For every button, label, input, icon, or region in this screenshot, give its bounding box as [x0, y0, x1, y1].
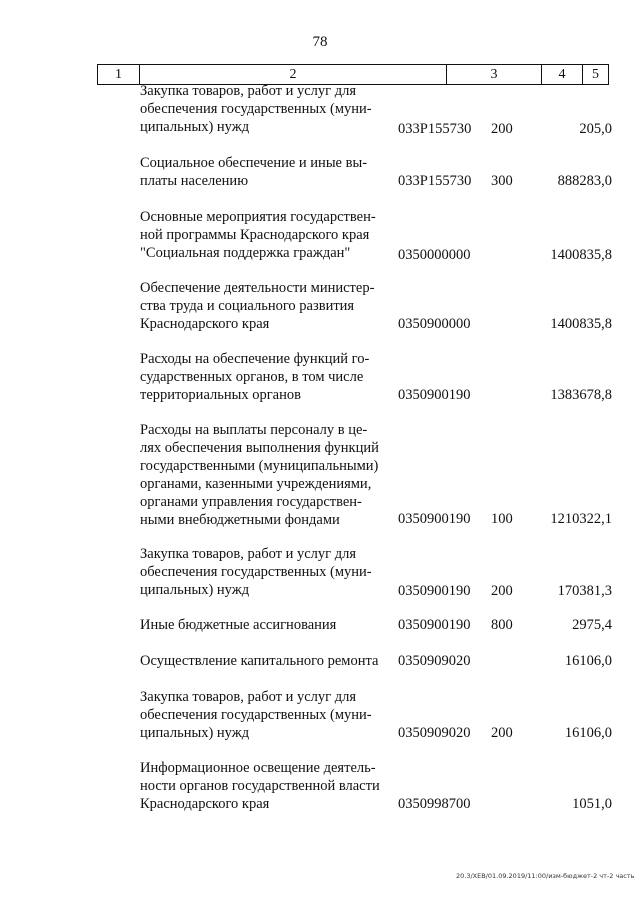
- row-expense-type: 200: [491, 583, 513, 599]
- row-name: Осуществление капитального ремонта: [140, 653, 379, 669]
- row-code: 033P155730: [398, 121, 472, 137]
- row-name: Социальное обеспечение и иные вы- платы населению: [140, 155, 368, 189]
- row-code: 0350000000: [398, 247, 471, 263]
- row-code: 0350909020: [398, 653, 471, 669]
- row-name: Закупка товаров, работ и услуг для обеспечения государственных (муни- ципальных) нужд: [140, 83, 372, 135]
- row-expense-type: 200: [491, 121, 513, 137]
- row-amount: 1051,0: [572, 796, 612, 812]
- column-header-3: 3: [447, 65, 542, 84]
- row-name: Расходы на выплаты персоналу в це- лях обеспечения выполнения функций государственными (муниципальными) органами, казенными учреждениями, органами управления государствен- ными внебюджетными фондами: [140, 422, 379, 528]
- row-amount: 205,0: [579, 121, 612, 137]
- row-amount: 16106,0: [564, 653, 612, 669]
- row-code: 0350900190: [398, 511, 471, 527]
- row-name: Расходы на обеспечение функций го- сударственных органов, в том числе территориальных органов: [140, 351, 370, 403]
- row-amount: 1400835,8: [550, 316, 612, 332]
- row-expense-type: 200: [491, 725, 513, 741]
- row-code: 0350900190: [398, 583, 471, 599]
- row-amount: 1210322,1: [550, 511, 612, 527]
- row-expense-type: 800: [491, 617, 513, 633]
- column-header-4: 4: [542, 65, 583, 84]
- row-code: 0350900000: [398, 316, 471, 332]
- row-code: 0350909020: [398, 725, 471, 741]
- row-code: 0350998700: [398, 796, 471, 812]
- row-name: Обеспечение деятельности министер- ства труда и социального развития Краснодарского края: [140, 280, 375, 332]
- row-code: 033P155730: [398, 173, 472, 189]
- row-code: 0350900190: [398, 387, 471, 403]
- row-amount: 1383678,8: [550, 387, 612, 403]
- page-number: 78: [312, 34, 328, 50]
- row-name: Закупка товаров, работ и услуг для обеспечения государственных (муни- ципальных) нужд: [140, 546, 372, 598]
- row-expense-type: 100: [491, 511, 513, 527]
- row-amount: 16106,0: [564, 725, 612, 741]
- row-amount: 888283,0: [557, 173, 612, 189]
- row-code: 0350900190: [398, 617, 471, 633]
- column-header-2: 2: [140, 65, 447, 84]
- column-header-1: 1: [98, 65, 140, 84]
- row-amount: 170381,3: [557, 583, 612, 599]
- column-header-5: 5: [592, 67, 599, 82]
- row-name: Иные бюджетные ассигнования: [140, 617, 337, 633]
- row-expense-type: 300: [491, 173, 513, 189]
- document-footer-reference: 20.3/ХЕВ/01.09.2019/11:00/изм-бюджет-2 чт-2 часть: [456, 872, 635, 880]
- row-name: Информационное освещение деятель- ности органов государственной власти Краснодарского края: [140, 760, 380, 812]
- row-amount: 1400835,8: [550, 247, 612, 263]
- row-name: Закупка товаров, работ и услуг для обеспечения государственных (муни- ципальных) нужд: [140, 689, 372, 741]
- row-amount: 2975,4: [572, 617, 612, 633]
- row-name: Основные мероприятия государствен- ной программы Краснодарского края "Социальная поддержка граждан": [140, 209, 376, 261]
